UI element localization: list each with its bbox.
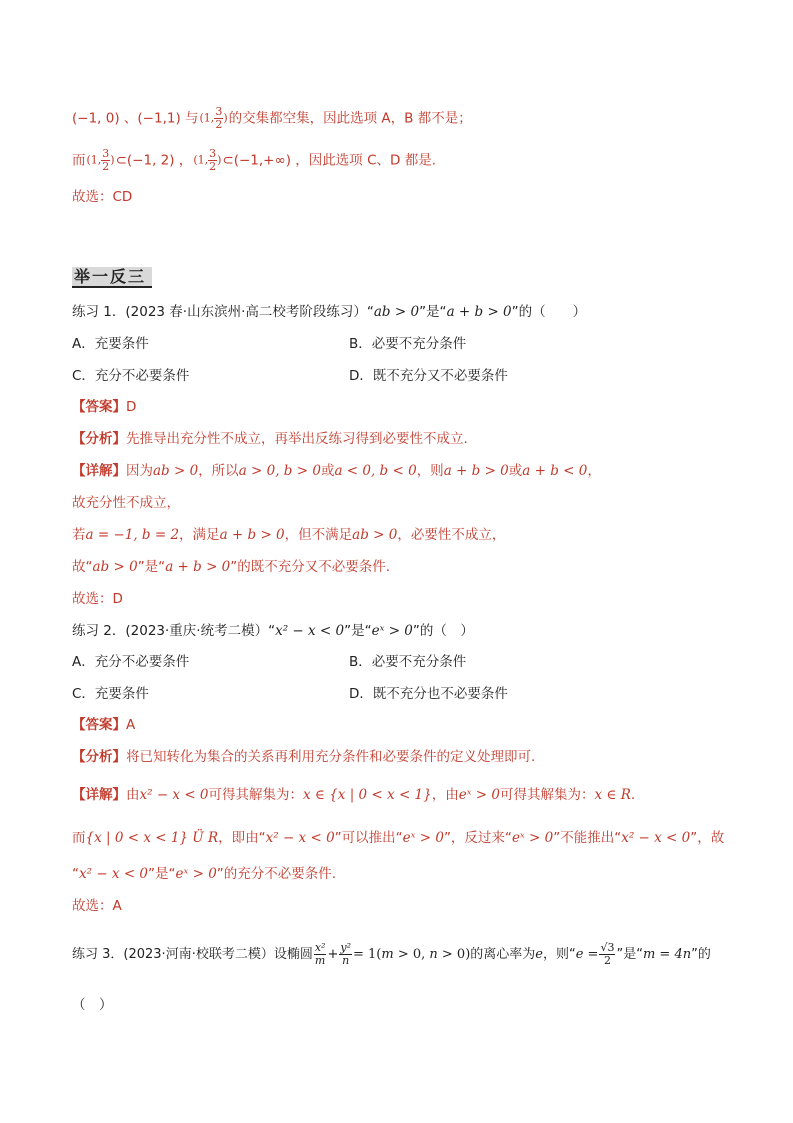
q3-stem: 练习 3．(2023·河南·校联考二模）设椭圆 $\frac{\text{x²}}{m}$ + $\frac{\text{y²}}{n}$ = 1(m > 0, n > 0)的离心率为e，则“e = $\frac{√3}{2}$ ”是“m = 4n”的: [72, 941, 711, 967]
text: ⊂(−1, 2) ，: [115, 152, 193, 169]
text: 的交集都空集，因此选项 A，B 都不是；: [228, 110, 472, 127]
text: ”不能推出“: [553, 830, 622, 846]
text: 练习 3．(2023·河南·校联考二模）设椭圆: [72, 947, 313, 962]
q1-detail-4: [72, 556, 390, 578]
text: “: [72, 866, 79, 882]
q1-option-c: C．充分不必要条件: [72, 368, 190, 384]
q2-detail-2: [72, 827, 724, 849]
math: e =: [575, 947, 599, 962]
math: eˣ > 0: [175, 866, 217, 882]
text: .: [630, 787, 636, 803]
text: ，则“: [542, 947, 576, 962]
analysis-tag: 【分析】: [72, 749, 126, 765]
text: 的离心率为: [470, 947, 536, 962]
text: (−1, 0) 、(−1,1) 与: [72, 110, 199, 127]
math: x ∈ {x | 0 < x < 1}: [303, 787, 432, 803]
q2-option-b: B．必要不充分条件: [349, 654, 467, 670]
title-underline: [72, 286, 152, 288]
text: ，即由“: [218, 830, 266, 846]
q1-stem: [72, 301, 586, 323]
final-answer: 故选：CD: [72, 189, 133, 205]
math: m = 4n: [642, 947, 692, 962]
math: eˣ > 0: [511, 830, 554, 846]
math: ab > 0: [92, 559, 138, 575]
text: ”是“: [344, 623, 372, 639]
text: 可得其解集为：: [208, 787, 304, 803]
analysis-text: 先推导出充分性不成立，再举出反练习得到必要性不成立.: [126, 431, 468, 447]
math: a + b > 0: [443, 463, 509, 479]
text: ”的充分不必要条件.: [216, 866, 337, 882]
math: = 1(m > 0, n > 0): [352, 947, 471, 962]
math: x² − x < 0: [79, 866, 149, 882]
fraction-sqrt3-2: $\frac{√3}{2}$: [600, 941, 615, 967]
q2-option-c: C．充要条件: [72, 686, 149, 702]
text: ”，故: [690, 830, 725, 846]
text: ”的（ ）: [412, 623, 474, 639]
analysis-tag: 【分析】: [72, 431, 126, 447]
q1-detail-1: [72, 460, 601, 482]
text: 练习 2．(2023·重庆·统考二模）“: [72, 623, 276, 639]
detail-tag: 【详解】: [72, 787, 126, 803]
math: eˣ > 0: [402, 830, 444, 846]
math: x ∈ R: [594, 787, 631, 803]
math: x² − x < 0: [265, 830, 335, 846]
text: ”的（ ）: [511, 304, 587, 320]
text: ”的既不充分又不必要条件.: [230, 559, 391, 575]
math: a = −1, b = 2: [85, 527, 180, 543]
math: a + b > 0: [165, 559, 231, 575]
math: eˣ > 0: [371, 623, 413, 639]
text: ，必要性不成立，: [397, 527, 506, 543]
q1-option-b: B．必要不充分条件: [349, 336, 467, 352]
q2-detail-1: [72, 784, 635, 806]
text: ，由: [431, 787, 459, 803]
math: e: [535, 947, 543, 962]
q1-answer: [72, 396, 136, 418]
text: 由: [126, 787, 140, 803]
math: x² − x < 0: [275, 623, 345, 639]
math: ab > 0: [373, 304, 420, 320]
math: a > 0, b > 0: [238, 463, 321, 479]
q2-stem: [72, 620, 474, 642]
text: ”是“: [137, 559, 166, 575]
math: x² − x < 0: [139, 787, 209, 803]
text: 故“: [72, 559, 93, 575]
text: ”是“: [148, 866, 176, 882]
text: ，满足: [179, 527, 220, 543]
text: 而: [72, 152, 86, 169]
q2-answer: [72, 714, 135, 736]
q2-detail-3: [72, 863, 336, 885]
q2-final: 故选：A: [72, 898, 122, 914]
solution-line-2: [72, 148, 436, 173]
math: x² − x < 0: [621, 830, 691, 846]
text: ，: [587, 463, 601, 479]
math: {x | 0 < x < 1} Ü R: [85, 830, 219, 846]
q3-paren: （ ）: [72, 997, 113, 1013]
answer-tag: 【答案】: [72, 399, 126, 415]
q1-detail-3: [72, 524, 505, 546]
text: ，则: [416, 463, 444, 479]
q1-final: 故选：D: [72, 591, 123, 607]
section-title: [72, 264, 152, 286]
math: a + b < 0: [522, 463, 588, 479]
text: 因为: [126, 463, 153, 479]
q1-option-d: D．既不充分又不必要条件: [349, 368, 508, 384]
text: 或: [320, 463, 335, 479]
text: ，但不满足: [284, 527, 353, 543]
text: ”可以推出“: [334, 830, 403, 846]
answer-value: D: [126, 399, 137, 415]
text: ”是“: [616, 947, 643, 962]
q2-analysis: [72, 746, 535, 768]
fraction-x2-m: $\frac{\text{x²}}{m}$: [314, 941, 326, 967]
q1-analysis: [72, 428, 468, 450]
fraction: (1, $\frac{3}{2}$ ): [193, 147, 222, 173]
math: eˣ > 0: [458, 787, 500, 803]
solution-line-1: [72, 106, 472, 131]
math: ab > 0: [153, 463, 199, 479]
fraction: (1, $\frac{3}{2}$ ): [199, 105, 228, 131]
answer-tag: 【答案】: [72, 717, 126, 733]
text: 可得其解集为：: [500, 787, 595, 803]
text: ，所以: [198, 463, 239, 479]
text: ”是“: [419, 304, 447, 320]
math: a + b > 0: [446, 304, 512, 320]
fraction-y2-n: $\frac{\text{y²}}{n}$: [340, 941, 351, 967]
text: 或: [508, 463, 523, 479]
text: 若: [72, 527, 86, 543]
text: ”，反过来“: [443, 830, 512, 846]
math: ab > 0: [352, 527, 398, 543]
text: 而: [72, 830, 86, 846]
text: ⊂(−1,+∞) ，因此选项 C、D 都是.: [222, 152, 436, 169]
q2-option-a: A．充分不必要条件: [72, 654, 190, 670]
text: 练习 1．(2023 春·山东滨州·高二校考阶段练习）“: [72, 304, 374, 320]
text: ”的: [691, 947, 711, 962]
math: a < 0, b < 0: [334, 463, 417, 479]
q1-option-a: A．充要条件: [72, 336, 149, 352]
detail-tag: 【详解】: [72, 463, 126, 479]
q1-detail-2: 故充分性不成立，: [72, 495, 180, 511]
fraction: (1, $\frac{3}{2}$ ): [86, 147, 115, 173]
q2-option-d: D．既不充分也不必要条件: [349, 686, 508, 702]
analysis-text: 将已知转化为集合的关系再利用充分条件和必要条件的定义处理即可.: [126, 749, 536, 765]
math: a + b > 0: [219, 527, 285, 543]
answer-value: A: [126, 717, 136, 733]
title-text: 举一反三: [74, 267, 147, 286]
